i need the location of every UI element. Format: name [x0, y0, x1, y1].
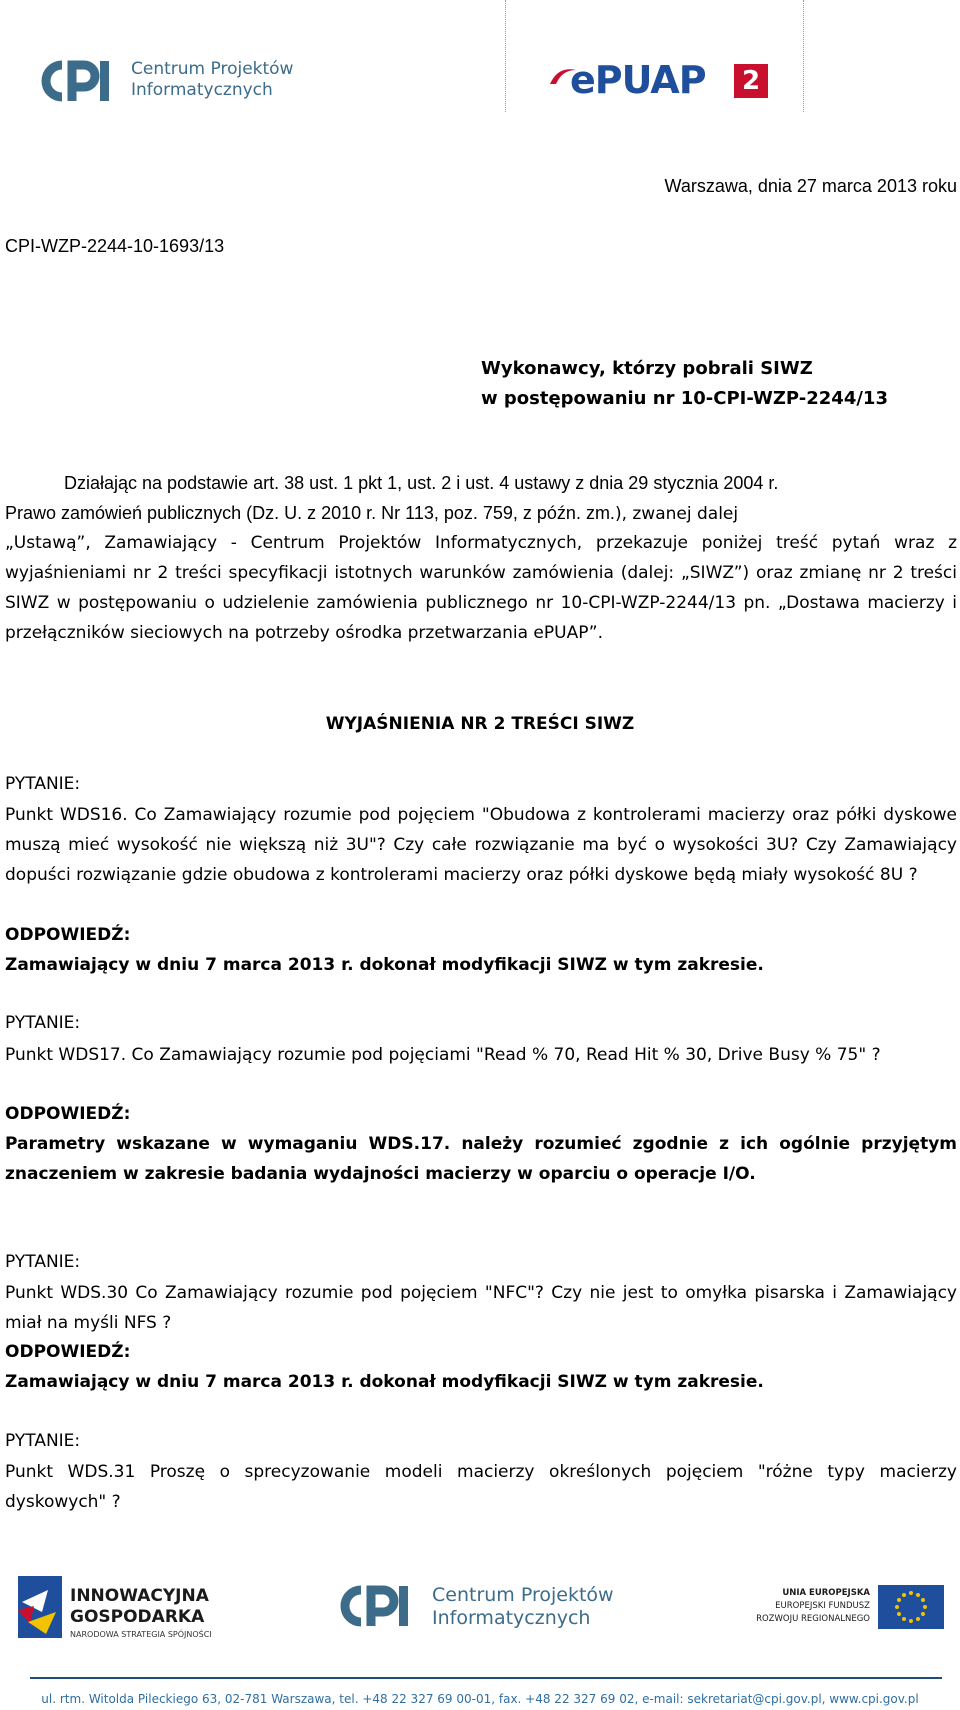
intro-line2-rest: ), zwanej dalej [614, 504, 739, 524]
cpi-footer-logo [336, 1582, 646, 1632]
answer-label: ODPOWIEDŹ: [5, 1342, 131, 1362]
eu-line2: EUROPEJSKI FUNDUSZ [775, 1601, 870, 1611]
question-label: PYTANIE: [5, 1431, 81, 1451]
eu-flag-icon [878, 1585, 944, 1629]
ig-line3: NARODOWA STRATEGIA SPÓJNOŚCI [70, 1630, 212, 1639]
question-label: PYTANIE: [5, 1013, 81, 1033]
date-line: Warszawa, dnia 27 marca 2013 roku [664, 176, 957, 196]
cpi-logo-line2: Informatycznych [131, 80, 273, 100]
question-text: Punkt WDS17. Co Zamawiający rozumie pod pojęciami "Read % 70, Read Hit % 30, Drive Busy % 75" ? [5, 1045, 881, 1065]
cpi-footer-line2: Informatycznych [432, 1607, 591, 1629]
epuap-logo [548, 58, 768, 103]
cpi-footer-line1: Centrum Projektów [432, 1584, 614, 1606]
header-divider [803, 0, 804, 112]
addressee-line2: w postępowaniu nr 10-CPI-WZP-2244/13 [481, 388, 888, 409]
intro-line2 [5, 503, 738, 524]
question-label: PYTANIE: [5, 774, 81, 794]
ig-line2: GOSPODARKA [70, 1607, 205, 1627]
eu-line3: ROZWOJU REGIONALNEGO [756, 1614, 870, 1624]
ig-star-icon [12, 1572, 68, 1642]
epuap-badge: 2 [734, 64, 768, 98]
footer-address: ul. rtm. Witolda Pileckiego 63, 02-781 Warszawa, tel. +48 22 327 69 00-01, fax. +48 22 327 69 02, e-mail: sekretariat@cpi.gov.pl, www.cpi.gov.pl [41, 1692, 919, 1706]
cpi-logo-mark [38, 57, 128, 105]
answer-text: Zamawiający w dniu 7 marca 2013 r. dokonał modyfikacji SIWZ w tym zakresie. [5, 955, 764, 975]
answer-label: ODPOWIEDŹ: [5, 1104, 131, 1124]
intro-line1: Działając na podstawie art. 38 ust. 1 pkt 1, ust. 2 i ust. 4 ustawy z dnia 29 stycznia 2004 r. [64, 473, 779, 493]
question-label: PYTANIE: [5, 1252, 81, 1272]
innowacyjna-gospodarka-logo [12, 1572, 232, 1642]
intro-body: „Ustawą”, Zamawiający - Centrum Projektów Informatycznych, przekazuje poniżej treść pytań wraz z wyjaśnieniami nr 2 treści specyfikacji istotnych warunków zamówienia (dalej: „SIWZ”) oraz zmianę nr 2 treści SIWZ w postępowaniu o udzielenie zamówienia publicznego nr 10-CPI-WZP-2244/13 pn. „Dostawa macierzy i przełączników sieciowych na potrzeby ośrodka przetwarzania ePUAP”. [5, 533, 957, 643]
intro-line2-text: Prawo zamówień publicznych (Dz. U. z 2010 r. Nr 113, poz. 759, z późn. zm. [5, 503, 615, 523]
answer-text: Parametry wskazane w wymaganiu WDS.17. należy rozumieć zgodnie z ich ogólnie przyjętym znaczeniem w zakresie badania wydajności macierzy w oparciu o operacje I/O. [5, 1134, 957, 1184]
eu-line1: UNIA EUROPEJSKA [782, 1588, 870, 1598]
header-divider [505, 0, 506, 112]
addressee [481, 354, 888, 414]
answer-text: Zamawiający w dniu 7 marca 2013 r. dokonał modyfikacji SIWZ w tym zakresie. [5, 1372, 764, 1392]
question-text: Punkt WDS16. Co Zamawiający rozumie pod pojęciem "Obudowa z kontrolerami macierzy oraz półki dyskowe muszą mieć wysokość nie większą niż 3U"? Czy całe rozwiązanie ma być o wysokości 3U? Czy Zamawiający dopuści rozwiązanie gdzie obudowa z kontrolerami macierzy oraz półki dyskowe będą miały wysokość 8U ? [5, 805, 957, 885]
question-text: Punkt WDS.31 Proszę o sprecyzowanie modeli macierzy określonych pojęciem "różne typy macierzy dyskowych" ? [5, 1462, 957, 1512]
cpi-logo [38, 55, 308, 107]
reference-number: CPI-WZP-2244-10-1693/13 [5, 236, 225, 256]
answer-label: ODPOWIEDŹ: [5, 925, 131, 945]
epuap-logo-text: ePUAP [570, 58, 706, 102]
eu-logo [744, 1585, 944, 1631]
footer-divider [30, 1677, 942, 1679]
addressee-line1: Wykonawcy, którzy pobrali SIWZ [481, 358, 813, 379]
cpi-logo-line1: Centrum Projektów [131, 59, 294, 79]
section-title: WYJAŚNIENIA NR 2 TREŚCI SIWZ [325, 714, 635, 734]
ig-line1: INNOWACYJNA [70, 1586, 209, 1606]
cpi-footer-logo-mark [336, 1582, 428, 1630]
question-text: Punkt WDS.30 Co Zamawiający rozumie pod pojęciem "NFC"? Czy nie jest to omyłka pisarska i Zamawiający miał na myśli NFS ? [5, 1283, 957, 1333]
